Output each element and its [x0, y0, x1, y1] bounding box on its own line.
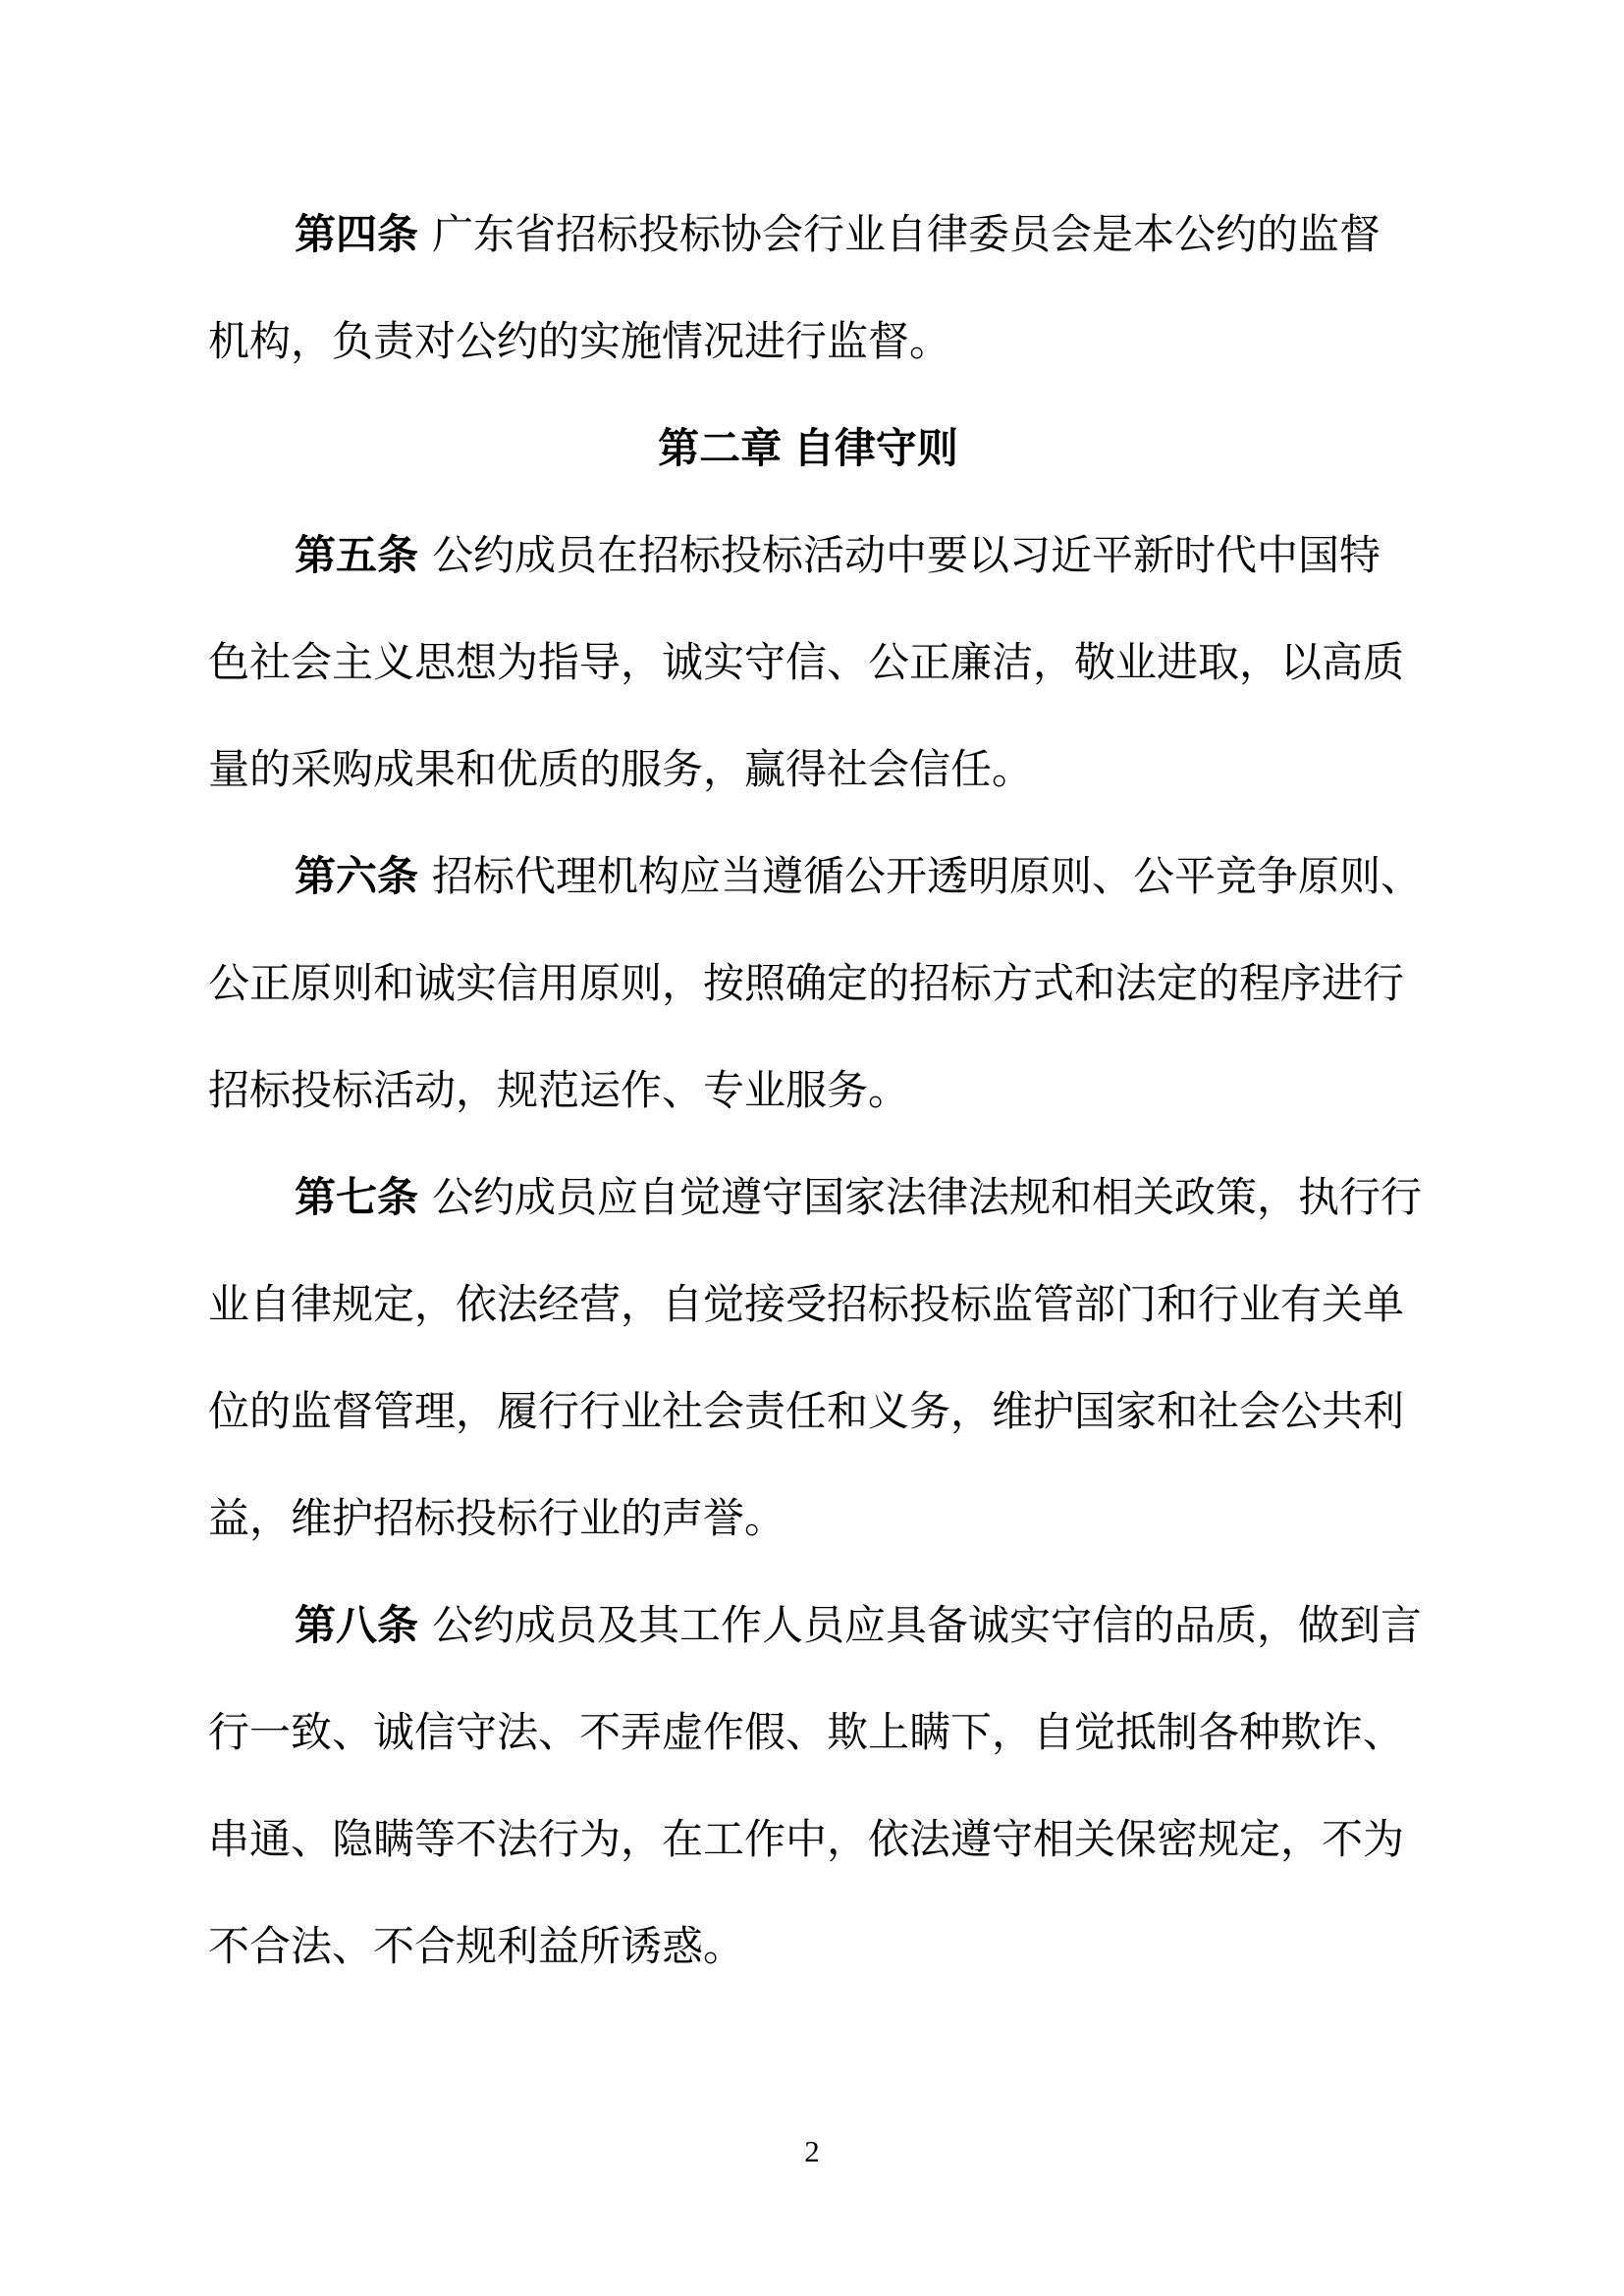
article-5-line — [208, 716, 1408, 823]
line-text: 招标代理机构应当遵循公开透明原则、公平竞争原则、 — [432, 853, 1423, 899]
article-7-line — [208, 1251, 1408, 1358]
article-7-first-line — [208, 1144, 1423, 1251]
line-text: 量的采购成果和优质的服务，赢得社会信任。 — [208, 746, 1034, 792]
article-8-line — [208, 1893, 1408, 2000]
line-text: 广东省招标投标协会行业自律委员会是本公约的监督 — [432, 211, 1381, 257]
line-text: 公约成员应自觉遵守国家法律法规和相关政策，执行行 — [432, 1174, 1423, 1220]
chapter-2-heading: 第二章 自律守则 — [658, 425, 958, 471]
line-text: 机构，负责对公约的实施情况进行监督。 — [208, 318, 951, 364]
article-5-number: 第五条 — [295, 532, 419, 578]
article-4-first-line — [208, 181, 1408, 288]
article-4-number: 第四条 — [295, 211, 419, 257]
line-text: 行一致、诚信守法、不弄虚作假、欺上瞒下，自觉抵制各种欺诈、 — [208, 1709, 1405, 1755]
page-number: 2 — [804, 2134, 820, 2168]
line-text: 招标投标活动，规范运作、专业服务。 — [208, 1067, 910, 1113]
article-4-line — [208, 288, 1408, 395]
line-text: 益，维护招标投标行业的声誉。 — [208, 1495, 786, 1541]
article-6-first-line — [208, 823, 1423, 930]
line-text: 不合法、不合规利益所诱惑。 — [208, 1923, 745, 1969]
article-6-line — [208, 1037, 1408, 1144]
line-text: 位的监督管理，履行行业社会责任和义务，维护国家和社会公共利 — [208, 1388, 1405, 1434]
article-8-first-line — [208, 1572, 1423, 1679]
article-5-line — [208, 609, 1408, 716]
line-text: 公正原则和诚实信用原则，按照确定的招标方式和法定的程序进行 — [208, 960, 1405, 1006]
line-text: 色社会主义思想为指导，诚实守信、公正廉洁，敬业进取，以高质 — [208, 639, 1405, 685]
line-text: 公约成员在招标投标活动中要以习近平新时代中国特 — [432, 532, 1381, 578]
article-7-number: 第七条 — [295, 1174, 419, 1220]
article-6-number: 第六条 — [295, 853, 419, 899]
article-7-line — [208, 1465, 1408, 1572]
article-8-line — [208, 1679, 1408, 1786]
line-text: 业自律规定，依法经营，自觉接受招标投标监管部门和行业有关单 — [208, 1281, 1405, 1327]
line-text: 公约成员及其工作人员应具备诚实守信的品质，做到言 — [432, 1602, 1423, 1648]
article-8-number: 第八条 — [295, 1602, 419, 1648]
article-6-line — [208, 930, 1408, 1037]
article-8-line — [208, 1786, 1408, 1893]
article-5-first-line — [208, 502, 1408, 609]
document-body — [208, 181, 1423, 2000]
article-7-line — [208, 1358, 1408, 1465]
line-text: 串通、隐瞒等不法行为，在工作中，依法遵守相关保密规定，不为 — [208, 1816, 1405, 1862]
